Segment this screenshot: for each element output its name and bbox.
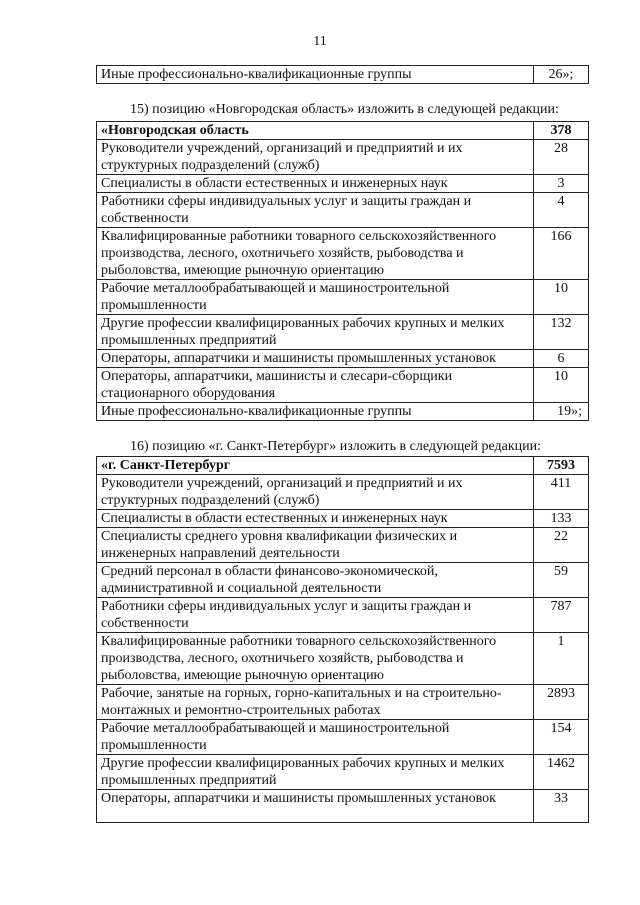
row-value: 19»; [534, 403, 589, 421]
page-number: 11 [313, 34, 327, 49]
table-row [97, 720, 589, 755]
row-value: 411 [534, 475, 589, 510]
row-value: 2893 [534, 685, 589, 720]
table-row [97, 140, 589, 175]
table-row [97, 755, 589, 790]
table-row [97, 193, 589, 228]
table-row [97, 175, 589, 193]
table-row [97, 475, 589, 510]
row-value: 10 [534, 280, 589, 315]
novgorod-table [96, 121, 589, 421]
table-row [97, 598, 589, 633]
table-row [97, 228, 589, 280]
row-value: 133 [534, 510, 589, 528]
row-label: Специалисты в области естественных и инженерных наук [97, 510, 534, 528]
row-value: 28 [534, 140, 589, 175]
row-value: 4 [534, 193, 589, 228]
row-value: 6 [534, 350, 589, 368]
top-table [96, 65, 589, 84]
region-name: «г. Санкт-Петербург [97, 457, 534, 475]
row-value: 26»; [534, 66, 589, 84]
row-label: Операторы, аппаратчики и машинисты промышленных установок [97, 790, 534, 823]
row-value: 3 [534, 175, 589, 193]
table-header-row [97, 457, 589, 475]
region-total: 378 [534, 122, 589, 140]
row-label: Специалисты среднего уровня квалификации физических и инженерных направлений деятельности [97, 528, 534, 563]
row-label: Специалисты в области естественных и инженерных наук [97, 175, 534, 193]
row-label: Квалифицированные работники товарного сельскохозяйственного производства, лесного, охотничьего хозяйств, рыбоводства и рыболовства, имеющие рыночную ориентацию [97, 228, 534, 280]
row-label: Руководители учреждений, организаций и предприятий и их структурных подразделений (служб) [97, 140, 534, 175]
table-row [97, 685, 589, 720]
row-value: 59 [534, 563, 589, 598]
section-intro: 16) позицию «г. Санкт-Петербург» изложить в следующей редакции: [130, 439, 541, 454]
row-label: Другие профессии квалифицированных рабочих крупных и мелких промышленных предприятий [97, 315, 534, 350]
row-value: 10 [534, 368, 589, 403]
table-header-row [97, 122, 589, 140]
row-label: Работники сферы индивидуальных услуг и защиты граждан и собственности [97, 598, 534, 633]
row-label: Руководители учреждений, организаций и предприятий и их структурных подразделений (служб) [97, 475, 534, 510]
table-row [97, 403, 589, 421]
table-row [97, 315, 589, 350]
spb-table [96, 456, 589, 823]
table-row [97, 350, 589, 368]
row-value: 1 [534, 633, 589, 685]
table-row [97, 633, 589, 685]
region-total: 7593 [534, 457, 589, 475]
row-value: 132 [534, 315, 589, 350]
row-value: 1462 [534, 755, 589, 790]
row-label: Операторы, аппаратчики и машинисты промышленных установок [97, 350, 534, 368]
row-value: 22 [534, 528, 589, 563]
section-intro: 15) позицию «Новгородская область» изложить в следующей редакции: [130, 102, 559, 117]
row-label: Иные профессионально-квалификационные группы [97, 66, 534, 84]
table-row [97, 66, 589, 84]
table-row [97, 563, 589, 598]
row-label: Средний персонал в области финансово-экономической, административной и социальной деятельности [97, 563, 534, 598]
row-value: 787 [534, 598, 589, 633]
row-label: Рабочие металлообрабатывающей и машиностроительной промышленности [97, 720, 534, 755]
row-label: Рабочие, занятые на горных, горно-капитальных и на строительно-монтажных и ремонтно-строительных работах [97, 685, 534, 720]
table-row [97, 368, 589, 403]
table-row [97, 790, 589, 823]
row-label: Квалифицированные работники товарного сельскохозяйственного производства, лесного, охотничьего хозяйств, рыбоводства и рыболовства, имеющие рыночную ориентацию [97, 633, 534, 685]
row-value: 166 [534, 228, 589, 280]
row-value: 154 [534, 720, 589, 755]
region-name: «Новгородская область [97, 122, 534, 140]
row-label: Работники сферы индивидуальных услуг и защиты граждан и собственности [97, 193, 534, 228]
row-label: Операторы, аппаратчики, машинисты и слесари-сборщики стационарного оборудования [97, 368, 534, 403]
row-label: Другие профессии квалифицированных рабочих крупных и мелких промышленных предприятий [97, 755, 534, 790]
table-row [97, 280, 589, 315]
row-value: 33 [534, 790, 589, 823]
row-label: Иные профессионально-квалификационные группы [97, 403, 534, 421]
table-row [97, 510, 589, 528]
table-row [97, 528, 589, 563]
row-label: Рабочие металлообрабатывающей и машиностроительной промышленности [97, 280, 534, 315]
